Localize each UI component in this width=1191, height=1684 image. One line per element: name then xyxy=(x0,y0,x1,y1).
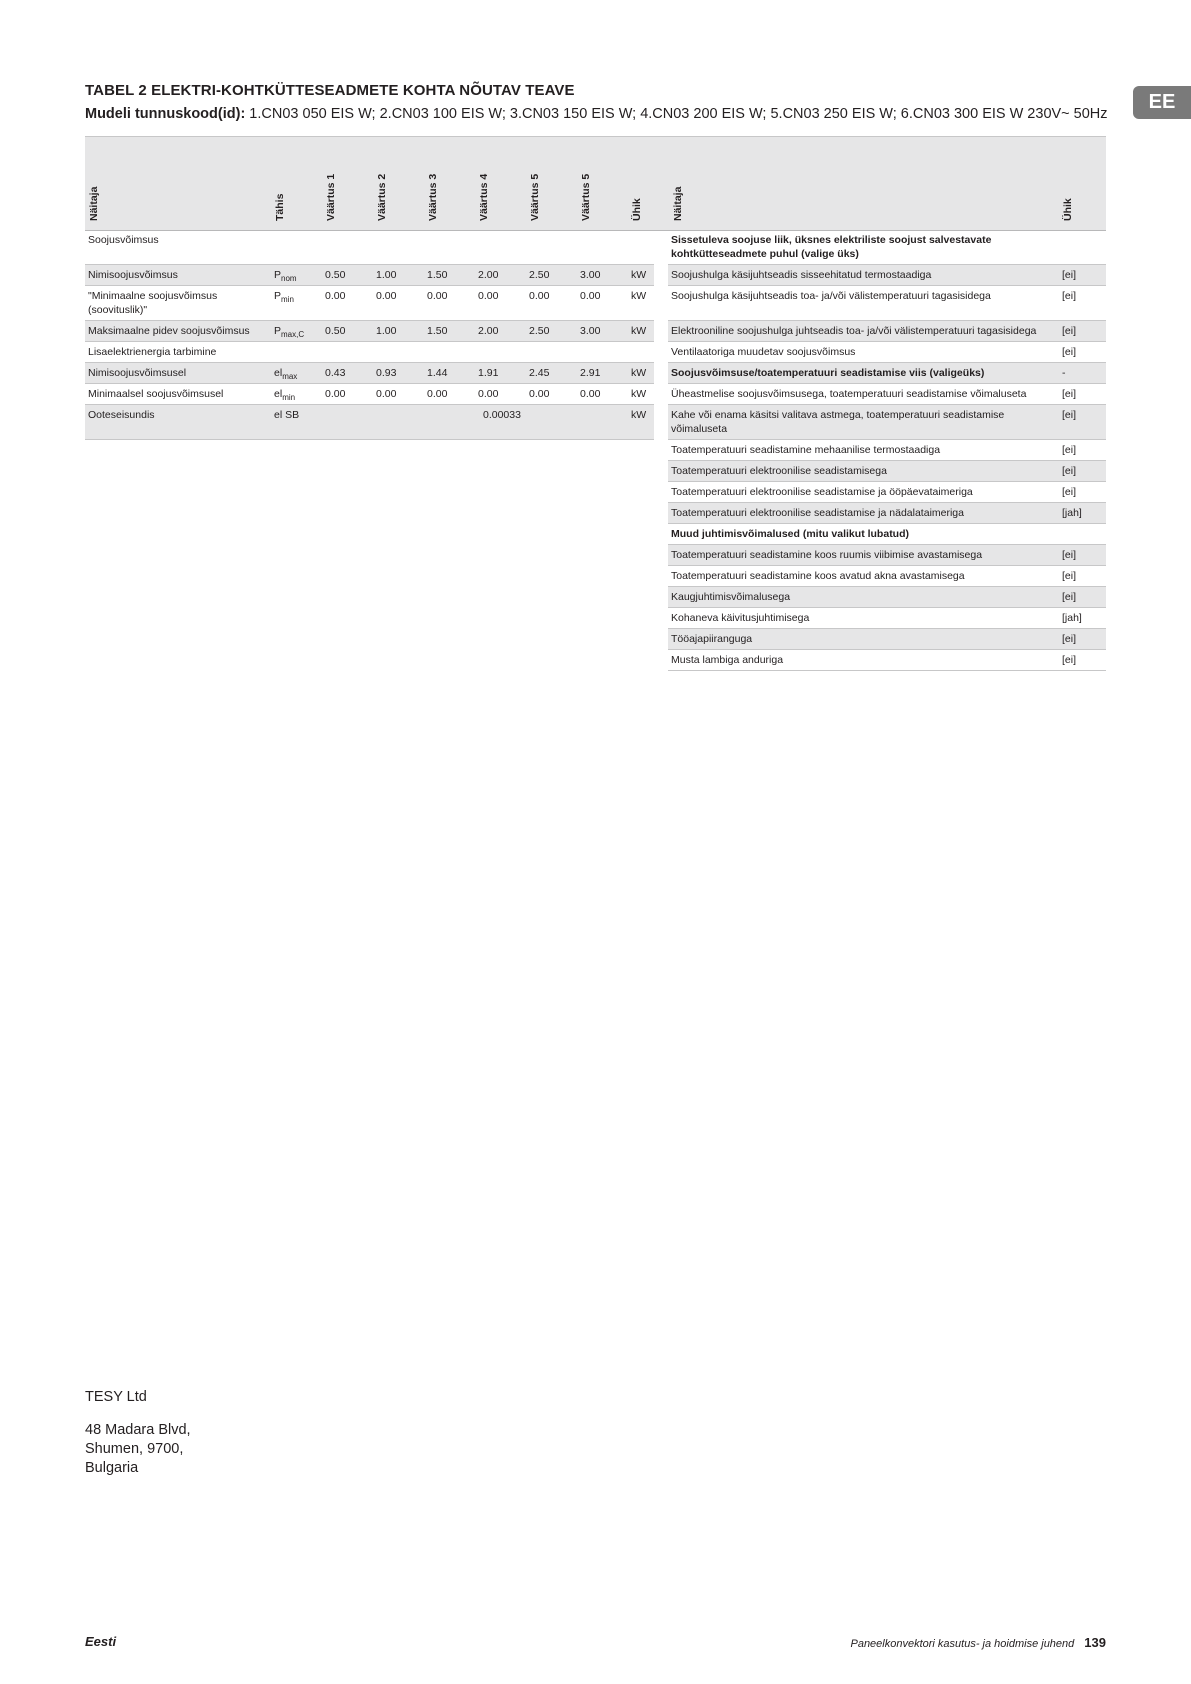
models-label: Mudeli tunnuskood(id): xyxy=(85,106,246,122)
row-value: [ei] xyxy=(1059,629,1106,650)
row-value: [ei] xyxy=(1059,461,1106,482)
value-cell xyxy=(577,342,628,363)
table-row xyxy=(85,321,654,342)
row-label: Tööajapiiranguga xyxy=(668,629,1059,650)
row-label: Toatemperatuuri seadistamine mehaanilise termostaadiga xyxy=(668,440,1059,461)
header-vaartus-5: Väärtus 5 xyxy=(529,173,541,221)
value-cell: 2.45 xyxy=(526,363,577,384)
table-row xyxy=(85,384,654,405)
table-row xyxy=(668,566,1106,587)
table-row xyxy=(85,342,654,363)
value-cell xyxy=(322,230,373,265)
row-label: Kaugjuhtimisvõimalusega xyxy=(668,587,1059,608)
row-value: [ei] xyxy=(1059,342,1106,363)
table-row xyxy=(668,230,1106,265)
row-label: Toatemperatuuri seadistamine koos avatud akna avastamisega xyxy=(668,566,1059,587)
value-cell xyxy=(373,405,424,440)
unit-cell: kW xyxy=(628,384,654,405)
value-cell: 0.00 xyxy=(322,286,373,321)
symbol-text: el xyxy=(274,367,283,379)
value-cell xyxy=(373,230,424,265)
row-value: [ei] xyxy=(1059,587,1106,608)
row-label: Lisaelektrienergia tarbimine xyxy=(85,342,271,363)
row-label: Nimisoojusvõimsus xyxy=(85,265,271,286)
unit-cell: kW xyxy=(628,265,654,286)
company-address: 48 Madara Blvd, Shumen, 9700, Bulgaria xyxy=(85,1422,191,1476)
value-cell: 0.43 xyxy=(322,363,373,384)
table-row xyxy=(85,265,654,286)
value-cell xyxy=(322,342,373,363)
table-header xyxy=(85,136,1106,231)
value-cell xyxy=(373,342,424,363)
row-label: Toatemperatuuri elektroonilise seadistamise ja ööpäevataimeriga xyxy=(668,482,1059,503)
row-value xyxy=(1059,524,1106,545)
value-cell xyxy=(577,230,628,265)
symbol-text: P xyxy=(274,290,282,302)
value-cell xyxy=(424,405,475,440)
value-cell: 0.50 xyxy=(322,265,373,286)
header-vaartus-4: Väärtus 4 xyxy=(478,173,490,221)
header-vaartus-2: Väärtus 2 xyxy=(376,173,388,221)
table-row xyxy=(668,608,1106,629)
table-row xyxy=(668,321,1106,342)
value-cell xyxy=(526,230,577,265)
value-cell: 2.50 xyxy=(526,265,577,286)
value-cell: 0.00 xyxy=(577,384,628,405)
row-value: - xyxy=(1059,363,1106,384)
row-symbol xyxy=(271,405,322,440)
row-label: Toatemperatuuri elektroonilise seadistamise ja nädalataimeriga xyxy=(668,503,1059,524)
row-value: [jah] xyxy=(1059,608,1106,629)
header-tahis: Tähis xyxy=(274,193,286,221)
row-label: Soojushulga käsijuhtseadis toa- ja/või välistemperatuuri tagasisidega xyxy=(668,286,1059,321)
row-label: Toatemperatuuri elektroonilise seadistamisega xyxy=(668,461,1059,482)
header-naitaja-right: Näitaja xyxy=(672,186,684,221)
value-cell: 0.00 xyxy=(475,286,526,321)
table-row xyxy=(668,342,1106,363)
value-cell: 0.00033 xyxy=(475,405,526,440)
header-vaartus-1: Väärtus 1 xyxy=(325,173,337,221)
page-number: 139 xyxy=(1084,1635,1106,1650)
value-cell: 1.44 xyxy=(424,363,475,384)
value-cell xyxy=(577,405,628,440)
footer xyxy=(850,1635,1106,1650)
value-cell: 2.00 xyxy=(475,265,526,286)
row-label: Soojushulga käsijuhtseadis sisseehitatud termostaadiga xyxy=(668,265,1059,286)
value-cell: 0.00 xyxy=(526,384,577,405)
header-vaartus-6: Väärtus 5 xyxy=(580,173,592,221)
row-label: Soojusvõimsuse/toatemperatuuri seadistamise viis (valigeüks) xyxy=(668,363,1059,384)
row-value: [ei] xyxy=(1059,286,1106,321)
symbol-subscript: min xyxy=(281,295,294,304)
symbol-text: el xyxy=(274,388,283,400)
row-label: Ooteseisundis xyxy=(85,405,271,440)
table-row xyxy=(668,482,1106,503)
value-cell: 2.50 xyxy=(526,321,577,342)
symbol-subscript: min xyxy=(282,393,296,402)
row-symbol xyxy=(271,286,322,321)
value-cell: 2.91 xyxy=(577,363,628,384)
footer-manual-title: Paneelkonvektori kasutus- ja hoidmise juhend xyxy=(850,1638,1075,1650)
row-label: Elektrooniline soojushulga juhtseadis toa- ja/või välistemperatuuri tagasisidega xyxy=(668,321,1059,342)
header-vaartus-3: Väärtus 3 xyxy=(427,173,439,221)
row-value: [ei] xyxy=(1059,650,1106,671)
models-value: 1.CN03 050 EIS W; 2.CN03 100 EIS W; 3.CN03 150 EIS W; 4.CN03 200 EIS W; 5.CN03 250 EIS W; 6.CN03 300 EIS W 230V~ 50Hz xyxy=(245,106,1108,122)
table-row xyxy=(668,265,1106,286)
table-row xyxy=(85,286,654,321)
unit-cell: kW xyxy=(628,321,654,342)
row-symbol xyxy=(271,363,322,384)
row-value: [ei] xyxy=(1059,405,1106,440)
row-value: [ei] xyxy=(1059,384,1106,405)
unit-cell: kW xyxy=(628,405,654,440)
symbol-subscript: max xyxy=(282,372,298,381)
row-value: [ei] xyxy=(1059,566,1106,587)
value-cell: 0.00 xyxy=(526,286,577,321)
symbol-text: P xyxy=(274,269,282,281)
row-label: Ventilaatoriga muudetav soojusvõimsus xyxy=(668,342,1059,363)
symbol-text: el SB xyxy=(274,409,300,421)
value-cell xyxy=(475,230,526,265)
value-cell xyxy=(526,342,577,363)
table-row xyxy=(668,461,1106,482)
table-row xyxy=(85,405,654,440)
value-cell xyxy=(424,230,475,265)
row-label: Üheastmelise soojusvõimsusega, toatemperatuuri seadistamise võimaluseta xyxy=(668,384,1059,405)
value-cell xyxy=(526,405,577,440)
table-row xyxy=(85,230,654,265)
unit-cell: kW xyxy=(628,363,654,384)
value-cell: 3.00 xyxy=(577,321,628,342)
table-title: TABEL 2 ELEKTRI-KOHTKÜTTESEADMETE KOHTA NÕUTAV TEAVE xyxy=(85,82,575,99)
row-symbol xyxy=(271,384,322,405)
symbol-subscript: max,C xyxy=(281,330,305,339)
value-cell: 0.00 xyxy=(424,286,475,321)
row-label: Toatemperatuuri seadistamine koos ruumis viibimise avastamisega xyxy=(668,545,1059,566)
row-label: Sissetuleva soojuse liik, üksnes elektriliste soojust salvestavate kohtkütteseadmete puhul (valige üks) xyxy=(668,230,1059,265)
unit-cell xyxy=(628,342,654,363)
row-value: [ei] xyxy=(1059,321,1106,342)
table-row xyxy=(668,545,1106,566)
table-row xyxy=(668,384,1106,405)
heat-output-table xyxy=(85,230,654,440)
value-cell: 0.93 xyxy=(373,363,424,384)
control-type-table xyxy=(668,230,1106,671)
value-cell xyxy=(424,342,475,363)
table-row xyxy=(668,503,1106,524)
header-naitaja: Näitaja xyxy=(88,186,100,221)
value-cell: 0.50 xyxy=(322,321,373,342)
row-label: Minimaalsel soojusvõimsusel xyxy=(85,384,271,405)
table-row xyxy=(668,363,1106,384)
value-cell: 0.00 xyxy=(373,286,424,321)
row-label: Nimisoojusvõimsusel xyxy=(85,363,271,384)
table-row xyxy=(85,363,654,384)
row-value: [ei] xyxy=(1059,265,1106,286)
table-row xyxy=(668,286,1106,321)
header-uhik: Ühik xyxy=(631,198,643,221)
table-row xyxy=(668,629,1106,650)
table-row xyxy=(668,405,1106,440)
row-label: Muud juhtimisvõimalused (mitu valikut lubatud) xyxy=(668,524,1059,545)
value-cell: 0.00 xyxy=(424,384,475,405)
row-symbol xyxy=(271,265,322,286)
row-value: [ei] xyxy=(1059,482,1106,503)
language-badge: EE xyxy=(1133,86,1191,119)
value-cell: 1.00 xyxy=(373,321,424,342)
row-symbol xyxy=(271,230,322,265)
row-value: [jah] xyxy=(1059,503,1106,524)
value-cell: 0.00 xyxy=(322,384,373,405)
value-cell xyxy=(322,405,373,440)
table-row xyxy=(668,524,1106,545)
model-identifiers xyxy=(85,106,1108,122)
value-cell: 1.00 xyxy=(373,265,424,286)
table-row xyxy=(668,650,1106,671)
value-cell xyxy=(475,342,526,363)
row-label: Kohaneva käivitusjuhtimisega xyxy=(668,608,1059,629)
symbol-subscript: nom xyxy=(281,274,297,283)
value-cell: 2.00 xyxy=(475,321,526,342)
header-uhik-right: Ühik xyxy=(1062,198,1074,221)
value-cell: 0.00 xyxy=(373,384,424,405)
footer-language: Eesti xyxy=(85,1634,117,1649)
company-name: TESY Ltd xyxy=(85,1389,147,1405)
table-row xyxy=(668,587,1106,608)
table-row xyxy=(668,440,1106,461)
value-cell: 0.00 xyxy=(475,384,526,405)
symbol-text: P xyxy=(274,325,282,337)
row-label: Kahe või enama käsitsi valitava astmega, toatemperatuuri seadistamise võimaluseta xyxy=(668,405,1059,440)
value-cell: 0.00 xyxy=(577,286,628,321)
unit-cell xyxy=(628,230,654,265)
row-symbol xyxy=(271,342,322,363)
row-label: Musta lambiga anduriga xyxy=(668,650,1059,671)
row-label: "Minimaalne soojusvõimsus (soovituslik)" xyxy=(85,286,271,321)
row-value: [ei] xyxy=(1059,440,1106,461)
value-cell: 3.00 xyxy=(577,265,628,286)
value-cell: 1.91 xyxy=(475,363,526,384)
unit-cell: kW xyxy=(628,286,654,321)
row-value xyxy=(1059,230,1106,265)
value-cell: 1.50 xyxy=(424,321,475,342)
row-label: Maksimaalne pidev soojusvõimsus xyxy=(85,321,271,342)
value-cell: 1.50 xyxy=(424,265,475,286)
row-value: [ei] xyxy=(1059,545,1106,566)
row-label: Soojusvõimsus xyxy=(85,230,271,265)
row-symbol xyxy=(271,321,322,342)
